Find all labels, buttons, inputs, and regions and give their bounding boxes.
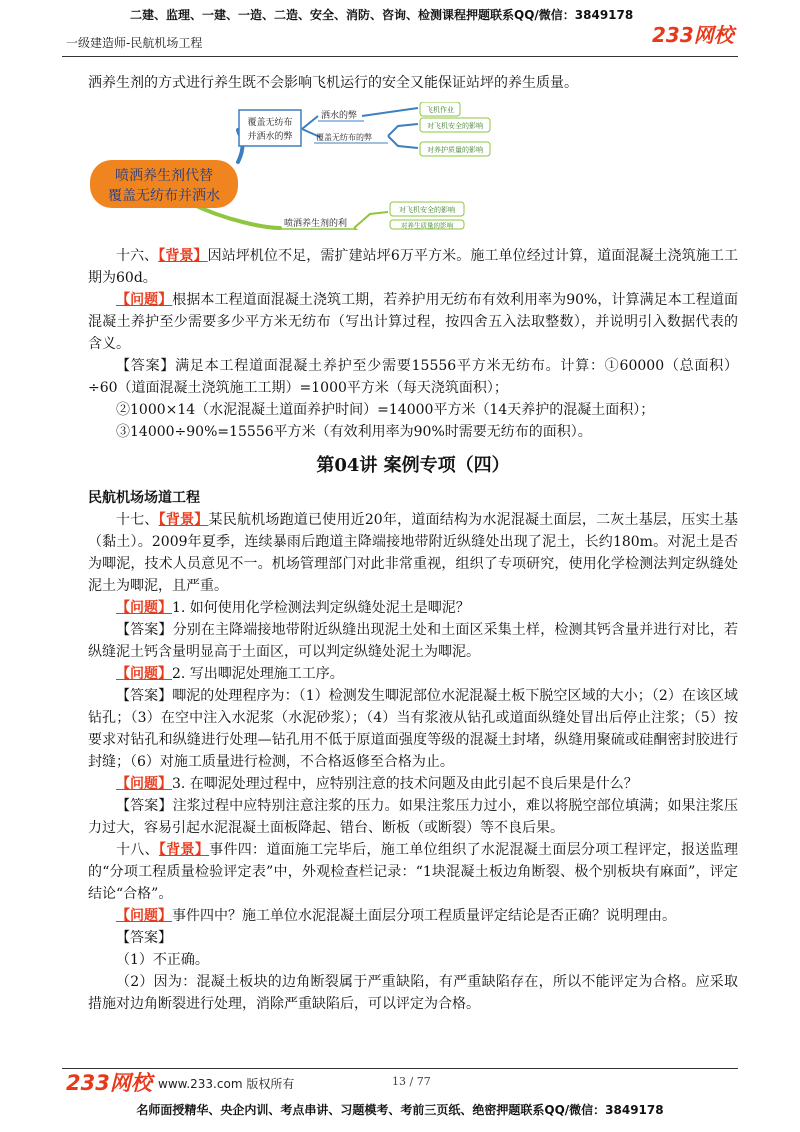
mindmap-central-line1: 喷洒养生剂代替 xyxy=(115,168,213,184)
q17-question1 xyxy=(88,597,738,619)
q17-a2-label: 【答案】 xyxy=(116,688,173,704)
q16-background xyxy=(88,245,738,289)
mindmap-b2-leaf1: 对飞机安全的影响 xyxy=(399,206,455,214)
q17-background-text: 某民航机场跑道已使用近20年，道面结构为水泥混凝土面层，二灰土基层，压实土基（黏土）。2009年夏季，连续暴雨后跑道主降端接地带附近纵缝处出现了泥土，长约180m。对泥土是否为唧泥，技术人员意见不一。机场管理部门对此非常重视，组织了专项研究，使用化学检测法判定纵缝处泥土为唧泥，且严重。 xyxy=(88,512,739,594)
q17-background xyxy=(88,509,738,597)
mindmap-b1-child2-leaf2: 对养护质量的影响 xyxy=(427,146,483,154)
header-divider xyxy=(62,56,738,57)
mindmap-diagram xyxy=(88,102,738,230)
q16-answer-text: 满足本工程道面混凝土养护至少需要15556平方米无纺布。计算：①60000（总面积）÷60（道面混凝土浇筑施工工期）=1000平方米（每天浇筑面积）； xyxy=(88,358,739,396)
page-number: 13 / 77 xyxy=(392,1075,431,1088)
q18-question-tag: 【问题】 xyxy=(116,908,172,924)
q17-q1-tag: 【问题】 xyxy=(116,600,172,616)
q16-question xyxy=(88,289,738,355)
q17-a1-label: 【答案】 xyxy=(116,622,173,638)
q17-a3-label: 【答案】 xyxy=(116,798,173,814)
q18-answer2: （2）因为：混凝土板块的边角断裂属于严重缺陷，有严重缺陷存在，所以不能评定为合格。应采取措施对边角断裂进行处理，消除严重缺陷后，可以评定为合格。 xyxy=(88,974,738,1012)
q16-question-tag: 【问题】 xyxy=(116,292,173,308)
mindmap-b1-child1-leaf: 飞机作业 xyxy=(426,106,454,114)
section-subhead: 民航机场场道工程 xyxy=(88,490,200,506)
mindmap-b1-child2-leaf1: 对飞机安全的影响 xyxy=(427,122,483,130)
q17-answer3 xyxy=(88,795,738,839)
mindmap-link-leaf-a xyxy=(362,108,418,116)
q17-q3-tag: 【问题】 xyxy=(116,776,172,792)
header-promo-text: 二建、监理、一建、一造、二造、安全、消防、咨询、检测课程押题联系QQ/微信：3849178 xyxy=(130,8,634,22)
footer-logo-text: 233网校 xyxy=(66,1071,152,1095)
mindmap-link-leaf-c xyxy=(388,136,418,148)
page-content xyxy=(88,72,738,1015)
header-subtitle: 一级建造师-民航机场工程 xyxy=(66,36,203,50)
mindmap-b1-child1: 洒水的弊 xyxy=(321,111,358,121)
mindmap-link-leaf-b xyxy=(388,124,418,136)
q18-background xyxy=(88,839,738,905)
footer-brand-logo xyxy=(64,1068,156,1096)
brand-logo-text: 233网校 xyxy=(652,23,734,47)
mindmap-link-leaf-e xyxy=(354,228,388,230)
section-title: 第04讲 案例专项（四） xyxy=(316,455,510,476)
footer-site-copyright: www.233.com 版权所有 xyxy=(158,1077,295,1091)
footer-divider xyxy=(62,1068,738,1069)
q16-number: 十六、 xyxy=(116,248,159,264)
mindmap-b2-leaf2: 对养生质量的影响 xyxy=(401,221,453,230)
mindmap-branch2: 喷洒养生剂的利 xyxy=(284,219,348,229)
q17-number: 十七、 xyxy=(116,512,159,528)
mindmap-branch1-line1: 覆盖无纺布 xyxy=(247,118,293,128)
q17-q2-text: 2. 写出唧泥处理施工工序。 xyxy=(172,666,344,682)
q18-background-tag: 【背景】 xyxy=(158,842,210,858)
q18-question-text: 事件四中？施工单位水泥混凝土面层分项工程质量评定结论是否正确？说明理由。 xyxy=(172,908,676,924)
q18-background-text: 事件四：道面施工完毕后，施工单位组织了水泥混凝土面层分项工程评定，报送监理的“分项工程质量检验评定表”中，外观检查栏记录：“1块混凝土板边角断裂、极个别板块有麻面”，评定结论“合格”。 xyxy=(88,842,739,902)
q18-number: 十八、 xyxy=(116,842,159,858)
brand-logo xyxy=(650,22,738,48)
q16-background-text: 因站坪机位不足，需扩建站坪6万平方米。施工单位经过计算，道面混凝土浇筑施工工期为60d。 xyxy=(88,248,739,286)
q16-question-text: 根据本工程道面混凝土浇筑工期，若养护用无纺布有效利用率为90%，计算满足本工程道面混凝土养护至少需要多少平方米无纺布（写出计算过程，按四舍五入法取整数），并说明引入数据代表的含义。 xyxy=(88,292,738,352)
q17-a2-text: 唧泥的处理程序为：（1）检测发生唧泥部位水泥混凝土板下脱空区域的大小；（2）在该区域钻孔；（3）在空中注入水泥浆（水泥砂浆）；（4）当有浆液从钻孔或道面纵缝处冒出后停止注浆；（5）按要求对钻孔和纵缝进行处理—钻孔用不低于原道面强度等级的混凝土封堵，纵缝用聚硫或硅酮密封胶进行封缝；（6）对施工质量进行检测，不合格返修至合格为止。 xyxy=(88,688,739,770)
q17-answer1 xyxy=(88,619,738,663)
footer-promo-text: 名师面授精华、央企内训、考点串讲、习题模考、考前三页纸、绝密押题联系QQ/微信：3849178 xyxy=(136,1103,664,1117)
q16-answer xyxy=(88,355,738,399)
q17-q3-text: 3. 在唧泥处理过程中，应特别注意的技术问题及由此引起不良后果是什么？ xyxy=(172,776,638,792)
q17-question3 xyxy=(88,773,738,795)
q18-answer-label: 【答案】 xyxy=(116,930,172,946)
q16-answer-step3: ③14000÷90%=15556平方米（有效利用率为90%时需要无纺布的面积）。 xyxy=(116,424,592,440)
mindmap-link-b1c1 xyxy=(302,116,318,129)
mindmap-b1-child2: 覆盖无纺布的弊 xyxy=(316,133,372,142)
q16-answer-step2: ②1000×14（水泥混凝土道面养护时间）=14000平方米（14天养护的混凝土面积）； xyxy=(116,402,655,418)
q17-answer2 xyxy=(88,685,738,773)
q16-background-tag: 【背景】 xyxy=(158,248,208,264)
intro-line: 洒养生剂的方式进行养生既不会影响飞机运行的安全又能保证站坪的养生质量。 xyxy=(88,75,578,91)
mindmap-branch1-line2: 并洒水的弊 xyxy=(247,132,293,142)
mindmap-central-line2: 覆盖无纺布并洒水 xyxy=(108,188,220,204)
q17-a3-text: 注浆过程中应特别注意注浆的压力。如果注浆压力过小，难以将脱空部位填满；如果注浆压力过大，容易引起水泥混凝土面板降起、错台、断板（或断裂）等不良后果。 xyxy=(88,798,739,836)
q16-answer-label: 【答案】 xyxy=(116,358,176,374)
q18-question xyxy=(88,905,738,927)
q17-q1-text: 1. 如何使用化学检测法判定纵缝处泥土是唧泥？ xyxy=(172,600,470,616)
q17-a1-text: 分别在主降端接地带附近纵缝出现泥土处和土面区采集土样，检测其钙含量并进行对比，若纵缝泥土钙含量明显高于土面区，可以判定纵缝处泥土为唧泥。 xyxy=(88,622,739,660)
q17-background-tag: 【背景】 xyxy=(158,512,209,528)
q17-question2 xyxy=(88,663,738,685)
q17-q2-tag: 【问题】 xyxy=(116,666,172,682)
mindmap-link-leaf-d xyxy=(354,212,388,228)
q18-answer1: （1）不正确。 xyxy=(116,952,209,968)
